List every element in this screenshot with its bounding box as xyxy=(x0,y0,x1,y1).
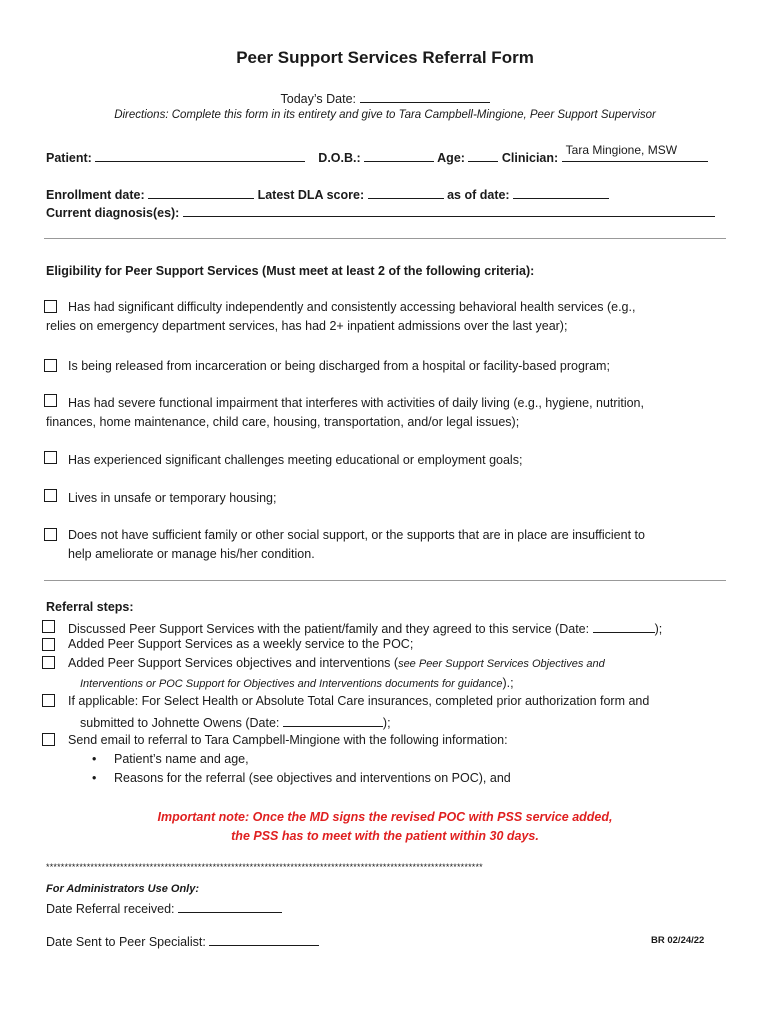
date-received-field[interactable] xyxy=(178,899,282,913)
dla-label: Latest DLA score: xyxy=(257,188,365,202)
patient-row xyxy=(46,143,708,165)
dob-label: D.O.B.: xyxy=(318,151,361,165)
diagnosis-field[interactable] xyxy=(183,203,715,217)
bullet-1: • Patient’s name and age, xyxy=(92,752,249,766)
divider-middle xyxy=(44,580,726,581)
date-received-label: Date Referral received: xyxy=(46,902,175,916)
as-of-label: as of date: xyxy=(447,188,510,202)
date-sent-label: Date Sent to Peer Specialist: xyxy=(46,935,206,949)
enrollment-label: Enrollment date: xyxy=(46,188,145,202)
directions-text: Directions: Complete this form in its entirety and give to Tara Campbell-Mingione, Peer Support Supervisor xyxy=(114,109,656,121)
todays-date-field[interactable] xyxy=(360,89,490,103)
star-divider: ********************************************************************************************************************** xyxy=(46,862,483,872)
criterion-1 xyxy=(46,298,736,336)
step-1-checkbox[interactable] xyxy=(42,620,55,633)
step-4-line2 xyxy=(80,713,391,730)
step-1-text: Discussed Peer Support Services with the patient/family and they agreed to this service (Date: xyxy=(68,622,590,636)
criterion-4-line1: Has experienced significant challenges meeting educational or employment goals; xyxy=(68,453,523,467)
clinician-label: Clinician: xyxy=(501,151,559,165)
divider-top xyxy=(44,238,726,239)
step-3 xyxy=(68,656,605,670)
referral-title: Referral steps: xyxy=(46,600,134,614)
step-1 xyxy=(68,619,662,636)
step-3-text: Added Peer Support Services objectives and interventions ( xyxy=(68,656,399,670)
step-4-line2-text: submitted to Johnette Owens (Date: xyxy=(80,716,280,730)
enrollment-field[interactable] xyxy=(148,185,254,199)
step-3-line2 xyxy=(80,676,514,690)
todays-date-row xyxy=(0,89,770,106)
criterion-3-line1: Has had severe functional impairment that interferes with activities of daily living (e.g., hygiene, nutrition, xyxy=(68,396,644,410)
step-1-date-field[interactable] xyxy=(593,619,655,633)
todays-date-label: Today’s Date: xyxy=(280,92,357,106)
dob-field[interactable] xyxy=(364,148,434,162)
step-1-end: ); xyxy=(654,622,663,636)
criterion-6-line2: help ameliorate or manage his/her condition. xyxy=(68,547,315,561)
diagnosis-label: Current diagnosis(es): xyxy=(46,206,180,220)
date-received-row xyxy=(46,899,282,916)
step-4-line2-end: ); xyxy=(382,716,391,730)
as-of-field[interactable] xyxy=(513,185,609,199)
patient-field[interactable] xyxy=(95,148,305,162)
dla-field[interactable] xyxy=(368,185,444,199)
clinician-field[interactable] xyxy=(562,143,708,162)
important-note-line1: Important note: Once the MD signs the revised POC with PSS service added, xyxy=(157,810,613,824)
diagnosis-row xyxy=(46,203,715,220)
bullet-2-text: Reasons for the referral (see objectives and interventions on POC), and xyxy=(114,771,511,785)
step-4-checkbox[interactable] xyxy=(42,694,55,707)
step-5-checkbox[interactable] xyxy=(42,733,55,746)
form-title: Peer Support Services Referral Form xyxy=(236,48,534,67)
clinician-value: Tara Mingione, MSW xyxy=(565,143,678,157)
criterion-5-line1: Lives in unsafe or temporary housing; xyxy=(68,491,277,505)
step-3-line2-end: ).; xyxy=(502,676,514,690)
form-code: BR 02/24/22 xyxy=(651,935,705,946)
eligibility-title: Eligibility for Peer Support Services (Must meet at least 2 of the following criteria): xyxy=(46,264,535,278)
bullet-1-text: Patient’s name and age, xyxy=(114,752,249,766)
criterion-3 xyxy=(46,394,736,432)
step-3-checkbox[interactable] xyxy=(42,656,55,669)
enrollment-row xyxy=(46,185,609,202)
criterion-1-line1: Has had significant difficulty independently and consistently accessing behavioral health services (e.g., xyxy=(68,300,636,314)
step-2: Added Peer Support Services as a weekly service to the POC; xyxy=(68,637,414,651)
step-3-italic: see Peer Support Services Objectives and xyxy=(398,658,605,670)
criterion-3-line2: finances, home maintenance, child care, housing, transportation, and/or legal issues); xyxy=(46,415,520,429)
step-3-line2-italic: Interventions or POC Support for Objectives and Interventions documents for guidance xyxy=(80,678,503,690)
criterion-2 xyxy=(46,357,736,376)
important-note-line2: the PSS has to meet with the patient within 30 days. xyxy=(231,829,539,843)
bullet-2: • Reasons for the referral (see objectives and interventions on POC), and xyxy=(92,771,511,785)
step-4: If applicable: For Select Health or Absolute Total Care insurances, completed prior authorization form and xyxy=(68,694,650,708)
criterion-4 xyxy=(46,451,736,470)
patient-label: Patient: xyxy=(46,151,92,165)
criterion-5 xyxy=(46,489,736,508)
age-label: Age: xyxy=(437,151,465,165)
criterion-6 xyxy=(46,526,736,564)
date-sent-field[interactable] xyxy=(209,932,319,946)
admin-title: For Administrators Use Only: xyxy=(46,883,200,895)
step-4-date-field[interactable] xyxy=(283,713,383,727)
date-sent-row xyxy=(46,932,319,949)
criterion-1-line2: relies on emergency department services, has had 2+ inpatient admissions over the last year); xyxy=(46,319,568,333)
step-2-checkbox[interactable] xyxy=(42,638,55,651)
criterion-6-line1: Does not have sufficient family or other social support, or the supports that are in place are insufficient to xyxy=(68,528,645,542)
age-field[interactable] xyxy=(468,148,498,162)
criterion-2-line1: Is being released from incarceration or being discharged from a hospital or facility-based program; xyxy=(68,359,610,373)
step-5: Send email to referral to Tara Campbell-Mingione with the following information: xyxy=(68,733,508,747)
